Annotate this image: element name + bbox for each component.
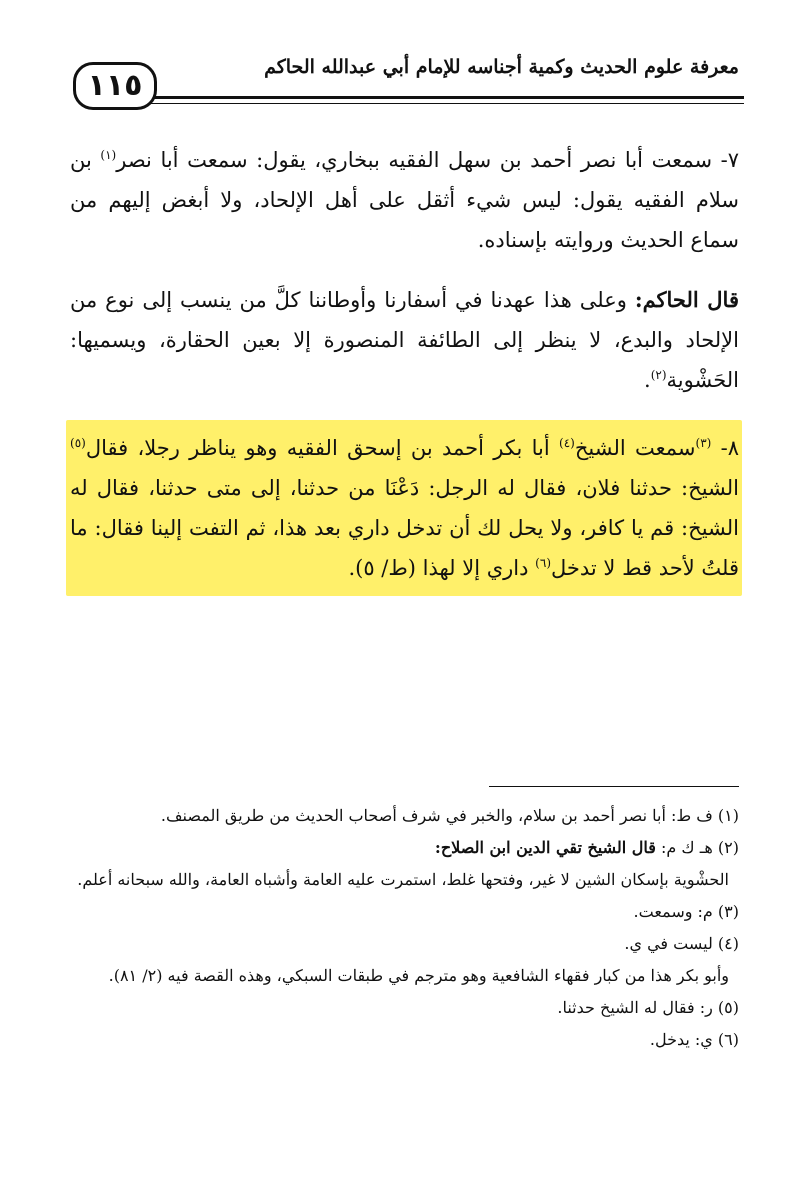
footnote-ref-3: (٣) (695, 436, 712, 450)
paragraph-hakim (70, 280, 739, 400)
paragraph-hakim-lead: قال الحاكم: (634, 287, 739, 312)
header-rule-thick (140, 96, 744, 99)
paragraph-8-number: ٨- (711, 436, 740, 460)
footnote-2-head (70, 832, 739, 864)
running-header-title: معرفة علوم الحديث وكمية أجناسه للإمام أبي عبدالله الحاكم (264, 56, 739, 78)
footnote-3: (٣) م: وسمعت. (633, 902, 739, 921)
paragraph-8 (70, 428, 739, 588)
paragraph-hakim-text-a: وعلى هذا عهدنا في أسفارنا وأوطاننا كلَّ من ينسب إلى نوع من الإلحاد والبدع، لا ينظر إلى الطائفة المنصورة إلا بعين الحقارة، ويسميها: الحَشْوية (70, 288, 739, 392)
paragraph-8-text-c: الشيخ: حدثنا فلان، فقال له الرجل: دَعْنَا من حدثنا، إلى متى حدثنا، فقال له الشيخ: قم يا كافر، ولا يحل لك أن تدخل داري بعد هذا، ثم التفت إلينا فقال: ما قلتُ لأحد قط لا تدخل (70, 476, 739, 580)
page-number-badge: ١١٥ (73, 62, 157, 110)
paragraph-7-text-b: بن سلام الفقيه يقول: ليس شيء أثقل على أهل الإلحاد، ولا أبغض إليهم من سماع الحديث وروايته بإسناده. (70, 148, 739, 252)
footnote-1: (١) ف ط: أبا نصر أحمد بن سلام، والخبر في شرف أصحاب الحديث من طريق المصنف. (160, 806, 739, 825)
footnote-ref-1: (١) (100, 148, 117, 162)
footnote-5: (٥) ر: فقال له الشيخ حدثنا. (557, 998, 739, 1017)
footnote-4-body: وأبو بكر هذا من كبار فقهاء الشافعية وهو مترجم في طبقات السبكي، وهذه القصة فيه (٢/ ٨١). (108, 966, 729, 985)
paragraph-hakim-text-b: . (644, 368, 651, 392)
paragraph-8-text-a: سمعت الشيخ (574, 436, 696, 460)
footnote-2-bold: قال الشيخ تقي الدين ابن الصلاح: (434, 838, 656, 857)
paragraph-8-text-b: أبا بكر أحمد بن إسحق الفقيه وهو يناظر رجلا، فقال (85, 436, 560, 460)
paragraph-7 (70, 140, 739, 260)
footnote-2-lead: (٢) هـ ك م: (655, 838, 739, 857)
footnote-ref-5: (٥) (70, 436, 86, 450)
footnote-ref-4: (٤) (559, 436, 575, 450)
paragraph-7-text-a: ٧- سمعت أبا نصر أحمد بن سهل الفقيه ببخاري، يقول: سمعت أبا نصر (116, 148, 739, 172)
paragraph-8-text-d: داري إلا لهذا (ط/ ٥). (348, 556, 536, 580)
footnote-separator (489, 786, 739, 787)
footnote-4: (٤) ليست في ي. (624, 934, 739, 953)
footnote-ref-6: (٦) (535, 556, 551, 570)
footnote-6: (٦) ي: يدخل. (649, 1030, 739, 1049)
footnote-ref-2: (٢) (650, 368, 667, 382)
header-rule-thin (140, 103, 744, 104)
footnote-2-body: الحشْوية بإسكان الشين لا غير، وفتحها غلط، استمرت عليه العامة وأشباه العامة، والله سبحانه أعلم. (77, 870, 729, 889)
footnotes-section (70, 800, 739, 1056)
